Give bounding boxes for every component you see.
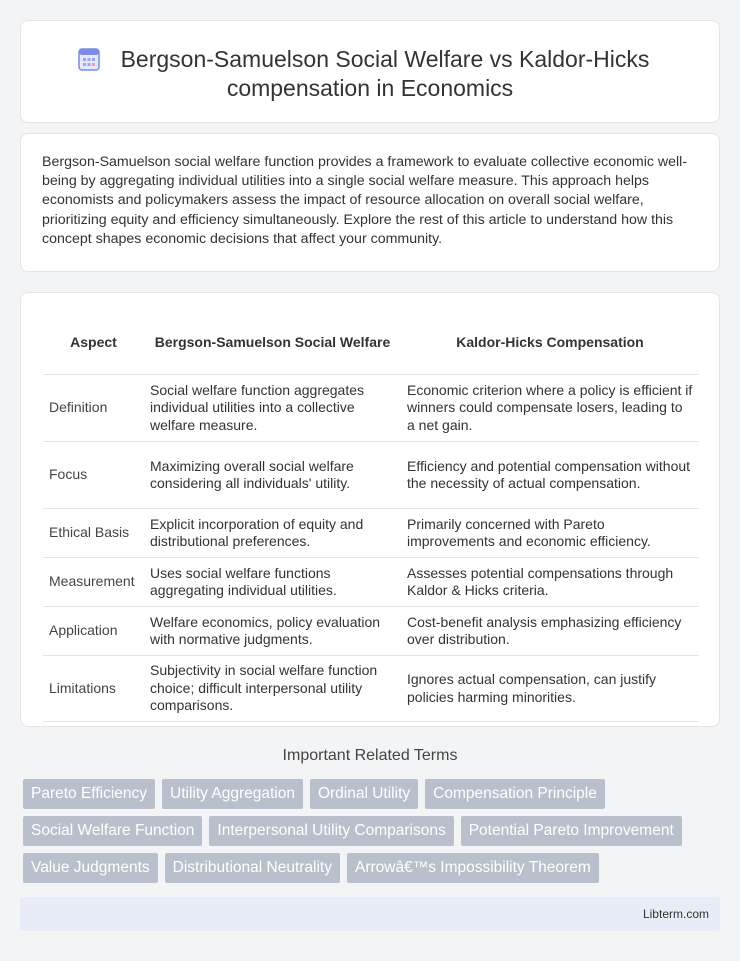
row-aspect: Definition — [43, 374, 144, 441]
tag-ordinal-utility[interactable]: Ordinal Utility — [310, 779, 418, 809]
table-row — [43, 606, 699, 655]
table-header-row — [43, 312, 699, 374]
row-aspect: Application — [43, 606, 144, 655]
row-kaldor-cell: Cost-benefit analysis emphasizing efficiency over distribution. — [401, 606, 699, 655]
table-row — [43, 374, 699, 441]
row-bergson-cell: Social welfare function aggregates individual utilities into a collective welfare measure. — [144, 374, 401, 441]
page-title — [21, 45, 719, 103]
tag-potential-pareto-improvement[interactable]: Potential Pareto Improvement — [461, 816, 682, 846]
row-bergson-cell: Subjectivity in social welfare function choice; difficult interpersonal utility comparisons. — [144, 655, 401, 722]
row-aspect: Focus — [43, 441, 144, 508]
related-terms — [23, 779, 723, 890]
header-kaldor-hicks: Kaldor-Hicks Compensation — [456, 334, 644, 351]
row-aspect: Measurement — [43, 557, 144, 606]
row-aspect: Ethical Basis — [43, 508, 144, 557]
page-title-line2: compensation in Economics — [226, 75, 514, 101]
tag-pareto-efficiency[interactable]: Pareto Efficiency — [23, 779, 155, 809]
related-terms-heading: Important Related Terms — [282, 747, 458, 764]
row-bergson-cell: Uses social welfare functions aggregating individual utilities. — [144, 557, 401, 606]
header-aspect: Aspect — [70, 334, 117, 351]
tag-social-welfare-function[interactable]: Social Welfare Function — [23, 816, 202, 846]
intro-paragraph: Bergson-Samuelson social welfare function provides a framework to evaluate collective economic well-being by aggregating individual utilities into a single social welfare measure. This approach helps economists and policymakers assess the impact of resource allocation on overall social welfare, prioritizing equity and efficiency simultaneously. Explore the rest of this article to understand how this concept shapes economic decisions that affect your community. — [42, 154, 688, 247]
comparison-table — [43, 312, 699, 722]
table-row — [43, 508, 699, 557]
tag-arrows-impossibility-theorem[interactable]: Arrowâ€™s Impossibility Theorem — [347, 853, 599, 883]
table-row — [43, 557, 699, 606]
row-bergson-cell: Explicit incorporation of equity and distributional preferences. — [144, 508, 401, 557]
row-kaldor-cell: Efficiency and potential compensation without the necessity of actual compensation. — [401, 441, 699, 508]
table-row — [43, 655, 699, 722]
footer-site-link[interactable]: Libterm.com — [642, 907, 709, 921]
tag-row — [23, 853, 723, 883]
row-kaldor-cell: Ignores actual compensation, can justify policies harming minorities. — [401, 655, 699, 722]
title-card — [20, 20, 720, 123]
row-kaldor-cell: Assesses potential compensations through Kaldor & Hicks criteria. — [401, 557, 699, 606]
tag-value-judgments[interactable]: Value Judgments — [23, 853, 158, 883]
table-row — [43, 441, 699, 508]
comparison-table-card — [20, 292, 720, 727]
row-bergson-cell: Welfare economics, policy evaluation with normative judgments. — [144, 606, 401, 655]
intro-card — [20, 133, 720, 272]
row-aspect: Limitations — [43, 655, 144, 722]
footer — [20, 897, 720, 931]
tag-interpersonal-utility-comparisons[interactable]: Interpersonal Utility Comparisons — [209, 816, 453, 846]
header-bergson-samuelson: Bergson-Samuelson Social Welfare — [154, 334, 391, 351]
row-kaldor-cell: Economic criterion where a policy is efficient if winners could compensate losers, leading to a net gain. — [401, 374, 699, 441]
tag-utility-aggregation[interactable]: Utility Aggregation — [162, 779, 303, 809]
row-bergson-cell: Maximizing overall social welfare considering all individuals' utility. — [144, 441, 401, 508]
tag-row — [23, 779, 723, 809]
page-title-line1: Bergson-Samuelson Social Welfare vs Kaldor-Hicks — [120, 46, 650, 72]
tag-compensation-principle[interactable]: Compensation Principle — [425, 779, 605, 809]
tag-distributional-neutrality[interactable]: Distributional Neutrality — [165, 853, 340, 883]
row-kaldor-cell: Primarily concerned with Pareto improvements and economic efficiency. — [401, 508, 699, 557]
tag-row — [23, 816, 723, 846]
